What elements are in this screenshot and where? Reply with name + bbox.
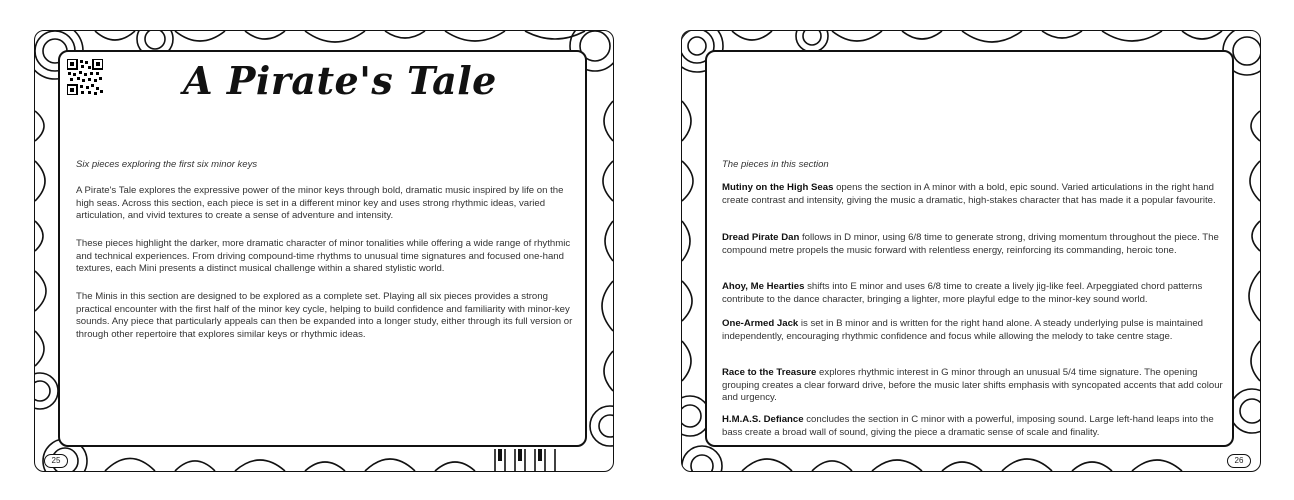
piece-description [722,182,1226,207]
piece-text: explores rhythmic interest in G minor through an unusual 5/4 time signature. The opening grouping creates a clear forward drive, before the music later shifts emphasis with syncopated accents that add colour and urgency. [722,367,1223,404]
intro-paragraph: A Pirate's Tale explores the expressive power of the minor keys through bold, dramatic music inspired by life on the high seas. Across this section, each piece is set in a different minor key and uses strong rhythmic ideas, varied articulation, and vivid textures to create a sense of adventure and intensity. [76,185,564,222]
section-subtitle: The pieces in this section [722,159,829,170]
content-panel [705,50,1234,447]
piece-description [722,281,1226,306]
content-panel [58,50,587,447]
piece-text: concludes the section in C minor with a powerful, imposing sound. Large left-hand leaps into the bass create a broad wall of sound, giving the piece a dramatic sense of scale and finality. [722,414,1214,438]
intro-paragraph: These pieces highlight the darker, more dramatic character of minor tonalities while offering a wide range of rhythmic and technical experiences. From driving compound-time rhythms to unusual time signatures and focused one-hand textures, each Mini presents a distinct musical challenge within a shared stylistic world. [76,238,571,275]
page-number: 26 [1227,454,1251,468]
piece-text: is set in B minor and is written for the right hand alone. A steady underlying pulse is maintained independently, encouraging rhythmic confidence and focus while allowing the melody to take centre stage. [722,318,1204,342]
section-subtitle: Six pieces exploring the first six minor keys [76,159,258,170]
piece-title: One-Armed Jack [722,318,799,329]
piece-description [722,318,1226,343]
piece-text: follows in D minor, using 6/8 time to generate strong, driving momentum throughout the piece. The compound metre propels the music forward with relentless energy, reinforcing its commanding, heroic tone. [722,232,1219,256]
intro-paragraph: The Minis in this section are designed to be explored as a complete set. Playing all six pieces provides a strong practical encounter with the first half of the minor key cycle, helping to build confidence and familiarity with minor-key sounds. Any piece that particularly appeals can then be expanded into a longer study, either through its full version or through other repertoire that explores similar keys or rhythmic ideas. [76,291,573,340]
right-page [681,30,1261,472]
page-title: A Pirate's Tale [183,58,497,103]
piece-description [722,367,1226,405]
left-page [34,30,614,472]
piece-title: Ahoy, Me Hearties [722,281,805,292]
piece-title: Race to the Treasure [722,367,817,378]
piece-title: Mutiny on the High Seas [722,182,834,193]
piece-title: H.M.A.S. Defiance [722,414,804,425]
piece-description [722,232,1226,257]
piece-text: shifts into E minor and uses 6/8 time to create a lively jig-like feel. Arpeggiated chord patterns contribute to the dance character, bringing a lighter, more playful edge to the minor-key sound world. [722,281,1203,305]
piece-title: Dread Pirate Dan [722,232,800,243]
page-number: 25 [44,454,68,468]
piece-description [722,414,1226,439]
piece-text: opens the section in A minor with a bold, epic sound. Varied articulations in the right hand create contrast and intensity, giving the music a dramatic, high-stakes character that has made it a popular favourite. [722,182,1216,206]
qr-code-icon[interactable] [67,59,103,95]
